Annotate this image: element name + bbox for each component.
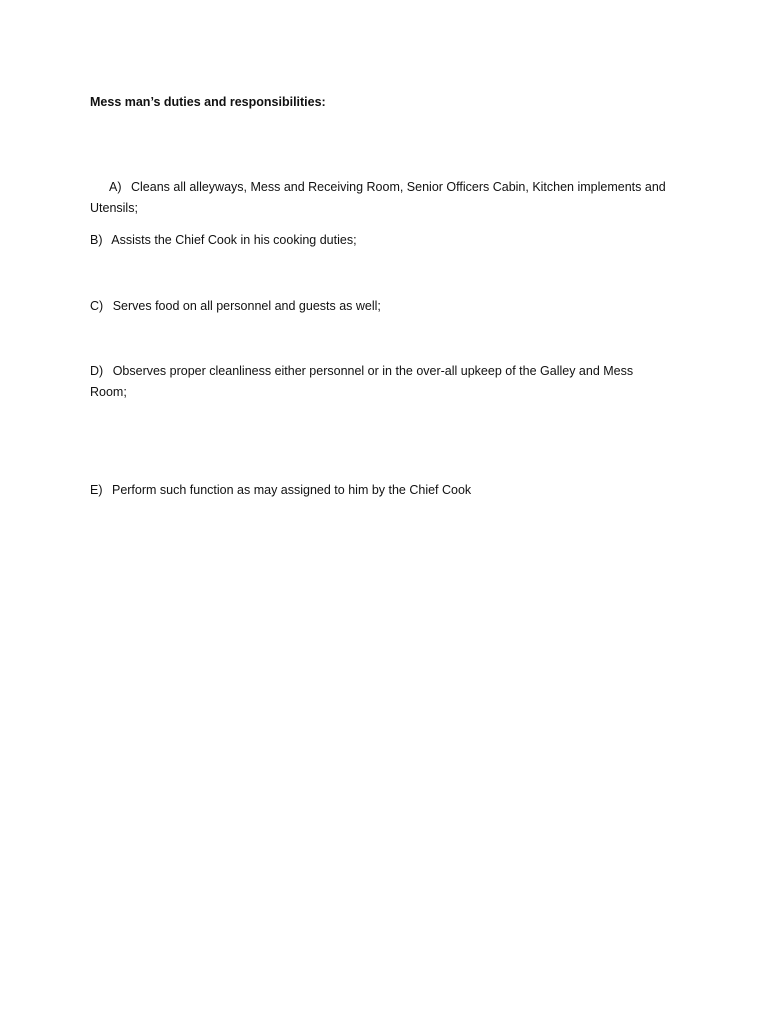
item-text: Cleans all alleyways, Mess and Receiving Room, Senior Officers Cabin, Kitchen implements and Utensils;: [90, 180, 666, 215]
item-text: Assists the Chief Cook in his cooking duties;: [111, 233, 357, 247]
list-item: [90, 230, 670, 251]
item-letter: C): [90, 299, 104, 313]
document-title: Mess man’s duties and responsibilities:: [90, 95, 326, 109]
list-item: [90, 361, 650, 403]
item-text: Serves food on all personnel and guests as well;: [112, 299, 381, 313]
item-letter: A): [109, 180, 122, 194]
item-text: Observes proper cleanliness either personnel or in the over-all upkeep of the Galley and Mess Room;: [90, 364, 634, 399]
item-letter: D): [90, 364, 104, 378]
item-letter: B): [90, 233, 103, 247]
list-item: [90, 480, 670, 501]
list-item: [90, 177, 670, 219]
item-letter: E): [90, 483, 103, 497]
list-item: [90, 296, 670, 317]
item-text: Perform such function as may assigned to him by the Chief Cook: [111, 483, 472, 497]
